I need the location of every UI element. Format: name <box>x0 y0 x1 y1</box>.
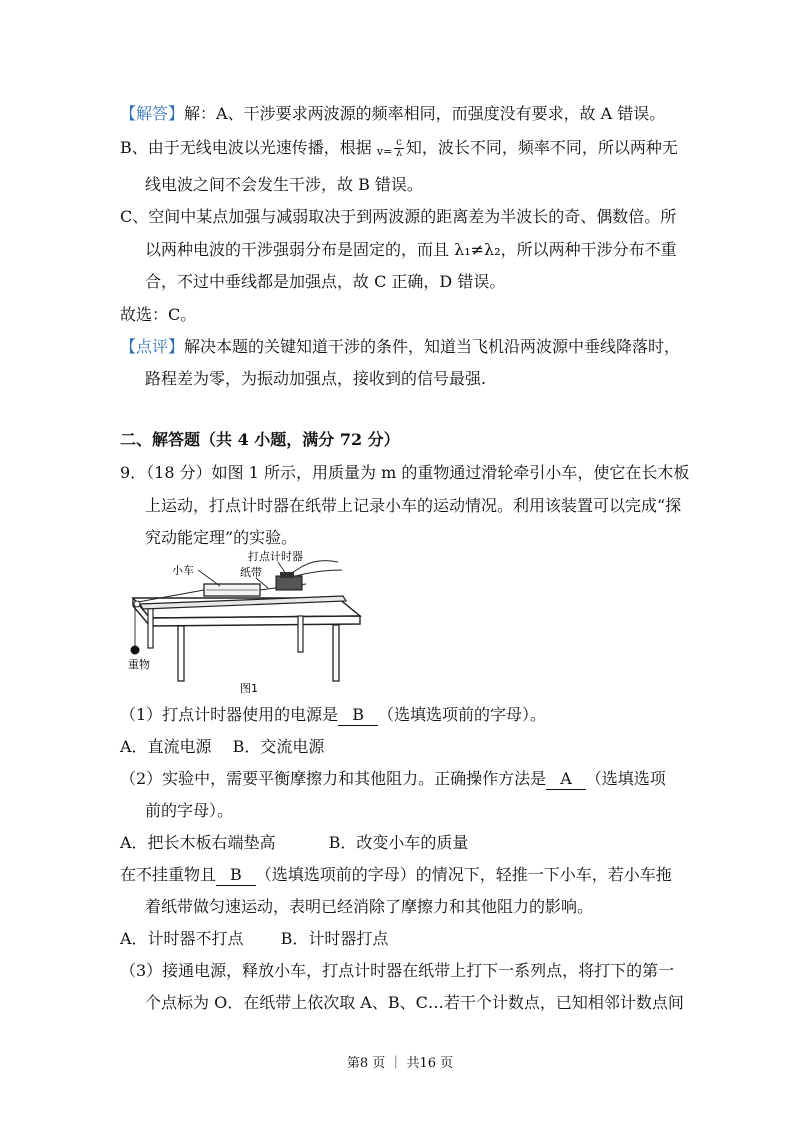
q1-text: （1）打点计时器使用的电源是 <box>120 705 339 724</box>
solution-line-1 <box>120 104 665 124</box>
q2-text-post: （选填选项 <box>585 769 666 788</box>
formula-numerator: c <box>396 137 402 148</box>
q2-line-3 <box>120 865 672 886</box>
q1-text-post: （选填选项前的字母）。 <box>377 705 546 724</box>
figure-caption: 图1 <box>240 682 258 695</box>
apparatus-figure <box>128 546 368 696</box>
solution-line-2 <box>120 138 678 162</box>
q2-text-3b: （选填选项前的字母）的情况下，轻推一下小车，若小车拖 <box>255 865 672 884</box>
solution-line-4: C、空间中某点加强与减弱取决于到两波源的距离差为半波长的奇、偶数倍。所 <box>120 207 677 226</box>
solution-text-2b: 知，波长不同，频率不同，所以两种无 <box>405 138 678 157</box>
solution-tag: 【解答】 <box>120 104 185 123</box>
page-footer: 第8 页 ｜ 共16 页 <box>346 1056 454 1071</box>
formula-fraction <box>394 138 404 159</box>
q1-line <box>120 705 546 726</box>
label-tape: 纸带 <box>240 566 262 579</box>
q3-line-1: （3）接通电源，释放小车，打点计时器在纸带上打下一系列点，将打下的第一 <box>120 961 675 980</box>
comment-tag: 【点评】 <box>120 337 185 356</box>
q2-options: A．把长木板右端垫高 B．改变小车的质量 <box>120 833 469 852</box>
question9-line-3: 究动能定理”的实验。 <box>145 528 298 547</box>
comment-line-2: 路程差为零，为振动加强点，接收到的信号最强. <box>145 369 487 388</box>
question9-line-2: 上运动，打点计时器在纸带上记录小车的运动情况。利用该装置可以完成“探 <box>145 496 682 515</box>
q2-text: （2）实验中，需要平衡摩擦力和其他阻力。正确操作方法是 <box>120 769 547 788</box>
q2-text-3a: 在不挂重物且 <box>120 865 217 884</box>
q2-line-1 <box>120 769 666 790</box>
q1-answer-blank: B <box>338 705 378 726</box>
q2-answer-blank: A <box>546 769 586 790</box>
section-title: 二、解答题（共 4 小题，满分 72 分） <box>120 430 400 449</box>
formula-denominator: λ <box>395 148 403 159</box>
q1-options: A．直流电源 B．交流电源 <box>120 737 325 756</box>
label-timer: 打点计时器 <box>248 550 303 563</box>
label-weight: 重物 <box>128 658 150 671</box>
q2-line-2: 前的字母）。 <box>145 801 234 820</box>
solution-line-3: 线电波之间不会发生干涉，故 B 错误。 <box>145 175 423 194</box>
formula-v: v= <box>376 145 393 158</box>
solution-line-5: 以两种电波的干涉强弱分布是固定的，而且 λ₁≠λ₂，所以两种干涉分布不重 <box>145 240 677 259</box>
solution-text-2a: B、由于无线电波以光速传播，根据 <box>120 138 377 157</box>
solution-line-6: 合，不过中垂线都是加强点，故 C 正确，D 错误。 <box>145 272 506 291</box>
question9-line-1: 9．（18 分）如图 1 所示，用质量为 m 的重物通过滑轮牵引小车，使它在长木板 <box>120 463 690 482</box>
q2-options-2: A．计时器不打点 B．计时器打点 <box>120 929 389 948</box>
q2-answer-blank-2: B <box>216 865 256 886</box>
q3-line-2: 个点标为 O．在纸带上依次取 A、B、C…若干个计数点，已知相邻计数点间 <box>145 993 684 1012</box>
solution-answer: 故选：C。 <box>120 305 197 324</box>
label-cart: 小车 <box>172 564 194 577</box>
solution-text-1: 解：A、干涉要求两波源的频率相同，而强度没有要求，故 A 错误。 <box>184 104 666 123</box>
comment-line-1 <box>120 337 680 357</box>
apparatus-drawing <box>128 546 368 696</box>
comment-text-1: 解决本题的关键知道干涉的条件，知道当飞机沿两波源中垂线降落时， <box>184 337 681 356</box>
q2-line-4: 着纸带做匀速运动，表明已经消除了摩擦力和其他阻力的影响。 <box>145 897 594 916</box>
